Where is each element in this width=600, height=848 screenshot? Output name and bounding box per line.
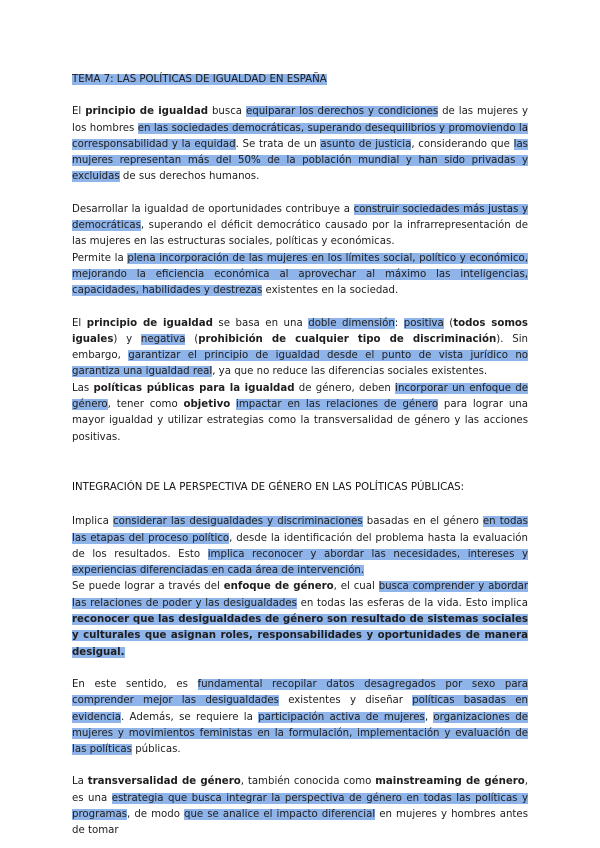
p7-segment: busca comprender y abordar las relaciones de poder y las desigualdades [72, 581, 529, 609]
p2-segment: construir sociedades más justas y democráticas [72, 203, 528, 232]
p8-segment: fundamental recopilar datos desagregados por sexo para comprender mejor las desigualdades [72, 678, 528, 707]
paragraph-8 [72, 677, 528, 758]
p4-segment: todos somos iguales [72, 317, 528, 345]
p1-segment: las mujeres representan más del 50% de la población mundial y han sido privadas y excluidas [72, 138, 528, 183]
p8-segment: , [424, 711, 434, 723]
p6-segment: implica reconocer y abordar las necesidades, intereses y experiencias diferenciadas en cada área de intervención. [72, 548, 528, 577]
p1-segment: de las mujeres y los hombres [72, 106, 528, 134]
p5-segment: objetivo [183, 399, 231, 411]
p8-segment: públicas. [131, 744, 181, 756]
p9-segment: , de modo [127, 808, 184, 820]
p5-segment: , tener como [107, 399, 184, 411]
p9-segment: en mujeres y hombres antes de tomar [72, 808, 528, 837]
p1-segment: en las sociedades democráticas, superando desequilibrios y promoviendo la corresponsabilidad y la equidad [72, 122, 529, 150]
p8-segment: participación activa de mujeres [258, 711, 425, 723]
p4-segment: se basa en una [212, 317, 309, 329]
highlight [141, 334, 186, 345]
highlight [404, 318, 444, 329]
paragraph-2 [72, 202, 528, 251]
title-highlight: TEMA 7: LAS POLÍTICAS DE IGUALDAD EN ESPAÑA [72, 74, 327, 85]
p7-segment: enfoque de género [223, 581, 334, 593]
p8-segment: existentes y diseñar [278, 695, 413, 707]
p9-segment: , también conocida como [240, 776, 376, 788]
highlight [113, 516, 363, 527]
p4-segment: ( [185, 333, 199, 345]
p5-segment: de género, deben [294, 382, 396, 394]
p1-segment: . Se trata de un [235, 138, 321, 150]
paragraph-3 [72, 251, 528, 300]
p3-segment: plena incorporación de las mujeres en los límites social, político y económico, mejorando la eficiencia económica al aprovechar al máximo las inteligencias, capacidades, habilidades y destrezas [72, 252, 528, 297]
p5-segment: Las [72, 382, 94, 394]
p9-segment: estrategia que busca integrar la perspectiva de género en todas las políticas y programas [72, 792, 529, 820]
p4-segment: , ya que no reduce las diferencias sociales existentes. [212, 366, 488, 378]
p9-segment: , es una [72, 776, 529, 804]
section-heading: INTEGRACIÓN DE LA PERSPECTIVA DE GÉNERO EN LAS POLÍTICAS PÚBLICAS: [72, 481, 465, 493]
p1-segment: asunto de justicia [320, 138, 412, 150]
p4-segment: negativa [140, 333, 186, 345]
p8-segment: organizaciones de mujeres y movimientos feministas en la formulación, implementación y evaluación de las políticas [72, 711, 528, 756]
p1-segment: , considerando que [411, 138, 514, 150]
p4-segment: doble dimensión [308, 317, 395, 329]
p1-segment: El [72, 106, 86, 118]
p4-segment: El [72, 317, 87, 329]
p8-segment: En este sentido, es [72, 678, 198, 690]
paragraph-1 [72, 104, 528, 185]
p4-segment: principio de igualdad [86, 317, 213, 329]
p7-segment: , el cual [333, 581, 379, 593]
highlight [72, 614, 528, 658]
p4-segment: : [394, 317, 404, 329]
highlight [246, 106, 438, 117]
p3-segment: Permite la [72, 252, 128, 264]
highlight [236, 399, 438, 410]
document-body [72, 72, 528, 840]
p6-segment: basadas en el género [362, 516, 483, 528]
p8-segment: políticas basadas en evidencia [72, 695, 528, 723]
p4-segment: ( [443, 317, 454, 329]
p5-segment: impactar en las relaciones de género [236, 399, 439, 411]
highlight [320, 139, 411, 150]
p4-segment: garantizar el principio de igualdad desde el punto de vista jurídico no garantiza una igualdad real [72, 350, 529, 378]
p6-segment: considerar las desigualdades y discriminaciones [113, 516, 363, 528]
paragraph-6 [72, 514, 528, 579]
p6-segment: Implica [72, 516, 114, 528]
highlight [308, 318, 395, 329]
p6-segment: en todas las etapas del proceso político [72, 516, 528, 544]
p1-segment: de sus derechos humanos. [119, 171, 260, 183]
p9-segment: que se analice el impacto diferencial [184, 808, 376, 820]
p5-segment: incorporar un enfoque de género [72, 382, 528, 411]
p3-segment: existentes en la sociedad. [262, 285, 399, 297]
p9-segment: transversalidad de género [87, 776, 241, 788]
paragraph-5 [72, 381, 528, 446]
p1-segment: busca [208, 106, 246, 118]
highlight [184, 809, 375, 820]
paragraph-7 [72, 579, 528, 660]
p4-segment: ) y [113, 333, 141, 345]
highlight [258, 712, 425, 723]
p8-segment: . Además, se requiere la [121, 711, 259, 723]
p7-segment: reconocer que las desigualdades de género son resultado de sistemas sociales y culturales que asignan roles, responsabilidades y oportunidades de manera desigual. [72, 614, 528, 658]
p4-segment: prohibición de cualquier tipo de discriminación [198, 333, 497, 345]
p2-segment: Desarrollar la igualdad de oportunidades contribuye a [72, 203, 354, 215]
p1-segment: principio de igualdad [85, 106, 209, 118]
p2-segment: , superando el déficit democrático causado por la infrarrepresentación de las mujeres en las estructuras sociales, políticas y económicas. [72, 220, 528, 248]
p4-segment: ). Sin embargo, [72, 333, 528, 362]
p1-segment: equiparar los derechos y condiciones [245, 106, 439, 118]
p5-segment: políticas públicas para la igualdad [93, 382, 295, 394]
document-title [72, 72, 528, 88]
p7-segment: en todas las esferas de la vida. Esto implica [296, 597, 529, 609]
p4-segment: positiva [403, 317, 444, 329]
paragraph-4 [72, 316, 528, 381]
p6-segment: , desde la identificación del problema hasta la evaluación de los resultados. Esto [72, 532, 528, 560]
p9-segment: La [72, 776, 88, 788]
p5-segment: para lograr una mayor igualdad y utilizar estrategias como la transversalidad de género y las acciones positivas. [72, 399, 528, 443]
p7-segment: Se puede lograr a través del [72, 581, 224, 593]
p9-segment: mainstreaming de género [375, 776, 525, 788]
paragraph-9 [72, 774, 528, 839]
